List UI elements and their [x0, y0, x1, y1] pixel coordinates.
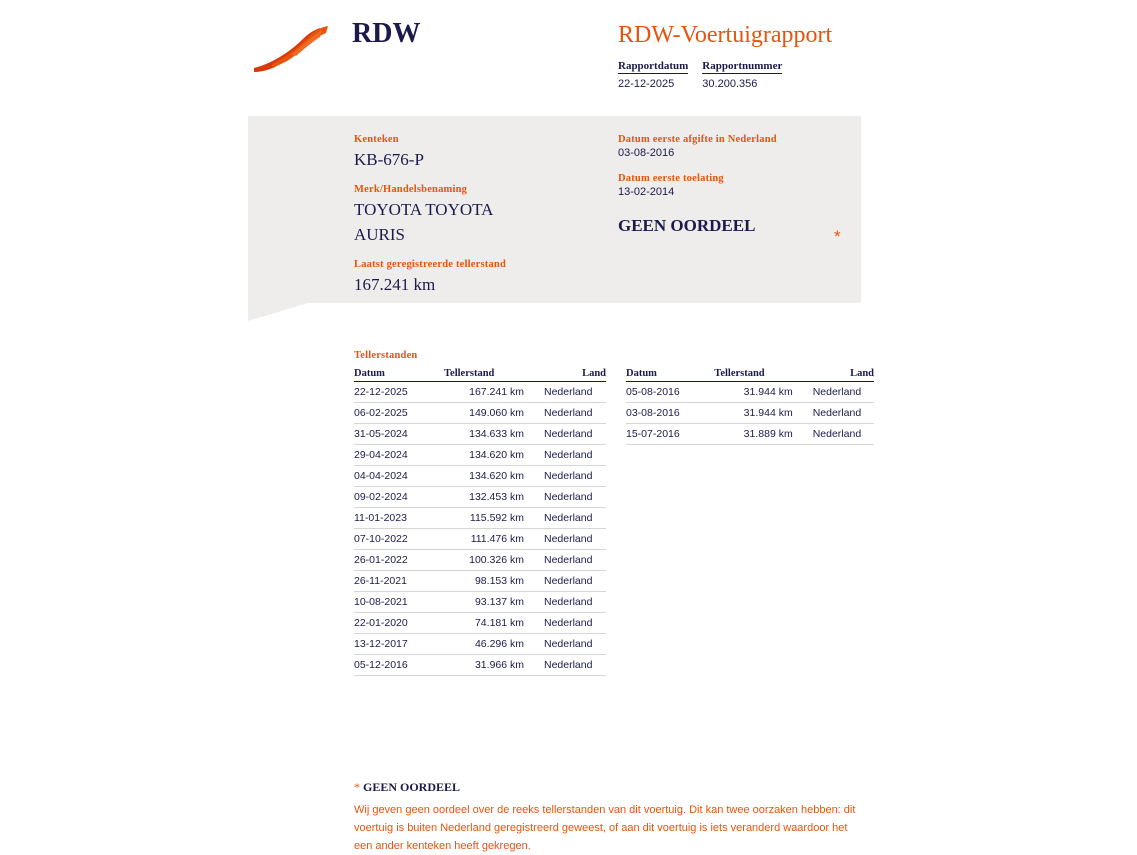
cell-date: 11-01-2023 — [354, 508, 440, 529]
table-row — [626, 424, 874, 445]
field-tellerstand-label: Laatst geregistreerde tellerstand — [354, 259, 507, 270]
meta-report-date — [618, 60, 688, 90]
cell-country: Nederland — [797, 424, 874, 445]
rdw-swoosh-logo-icon — [248, 20, 338, 80]
field-kenteken-value: KB-676-P — [354, 150, 424, 169]
field-eerste-afgifte — [618, 134, 848, 159]
cell-date: 26-11-2021 — [354, 571, 440, 592]
cell-date: 03-08-2016 — [626, 403, 710, 424]
cell-date: 26-01-2022 — [354, 550, 440, 571]
cell-date: 04-04-2024 — [354, 466, 440, 487]
cell-country: Nederland — [528, 655, 606, 676]
col-date: Datum — [626, 368, 710, 382]
meta-report-date-label: Rapportdatum — [618, 60, 689, 72]
table-header-row — [626, 368, 874, 382]
field-tellerstand — [354, 259, 604, 297]
table-row — [354, 655, 606, 676]
table-header-row — [354, 368, 606, 382]
table-row — [354, 550, 606, 571]
cell-reading: 100.326 km — [440, 550, 528, 571]
cell-country: Nederland — [528, 592, 606, 613]
cell-date: 10-08-2021 — [354, 592, 440, 613]
table-row — [354, 529, 606, 550]
table-row — [354, 424, 606, 445]
table-row — [354, 613, 606, 634]
cell-country: Nederland — [528, 466, 606, 487]
field-eerste-toelating-label: Datum eerste toelating — [618, 173, 724, 184]
field-eerste-afgifte-label: Datum eerste afgifte in Nederland — [618, 134, 777, 145]
cell-reading: 149.060 km — [440, 403, 528, 424]
field-eerste-toelating — [618, 173, 848, 198]
cell-reading: 134.633 km — [440, 424, 528, 445]
cell-date: 13-12-2017 — [354, 634, 440, 655]
cell-date: 09-02-2024 — [354, 487, 440, 508]
footnote-marker: * — [354, 780, 360, 794]
cell-reading: 74.181 km — [440, 613, 528, 634]
summary-left-column — [354, 134, 604, 309]
meta-report-number-value: 30.200.356 — [702, 78, 758, 90]
field-kenteken — [354, 134, 604, 172]
table-row — [354, 571, 606, 592]
cell-country: Nederland — [797, 403, 874, 424]
cell-country: Nederland — [528, 403, 606, 424]
cell-reading: 31.966 km — [440, 655, 528, 676]
col-reading: Tellerstand — [440, 368, 528, 382]
brand-title: RDW — [352, 18, 421, 49]
table-row — [354, 634, 606, 655]
odometer-heading: Tellerstanden — [354, 350, 418, 361]
cell-country: Nederland — [528, 445, 606, 466]
table-row — [354, 508, 606, 529]
cell-reading: 167.241 km — [440, 382, 528, 403]
meta-report-number-label: Rapportnummer — [702, 60, 783, 72]
cell-date: 22-01-2020 — [354, 613, 440, 634]
col-date: Datum — [354, 368, 440, 382]
field-merk-value: TOYOTA TOYOTA AURIS — [354, 200, 493, 244]
cell-reading: 132.453 km — [440, 487, 528, 508]
report-header — [248, 8, 888, 108]
cell-reading: 93.137 km — [440, 592, 528, 613]
cell-country: Nederland — [528, 424, 606, 445]
col-country: Land — [797, 368, 874, 382]
cell-country: Nederland — [528, 634, 606, 655]
cell-reading: 31.944 km — [710, 382, 796, 403]
meta-report-date-value: 22-12-2025 — [618, 78, 675, 90]
cell-country: Nederland — [528, 571, 606, 592]
cell-date: 31-05-2024 — [354, 424, 440, 445]
table-row — [354, 487, 606, 508]
verdict-footnote-marker: * — [834, 227, 841, 246]
page-title: RDW-Voertuigrapport — [618, 22, 833, 48]
field-tellerstand-value: 167.241 km — [354, 275, 436, 294]
cell-date: 07-10-2022 — [354, 529, 440, 550]
cell-country: Nederland — [797, 382, 874, 403]
cell-date: 06-02-2025 — [354, 403, 440, 424]
cell-date: 15-07-2016 — [626, 424, 710, 445]
odometer-table-left — [354, 368, 606, 676]
cell-reading: 31.944 km — [710, 403, 796, 424]
footnote-section — [354, 780, 866, 855]
cell-country: Nederland — [528, 508, 606, 529]
footnote-title-text: GEEN OORDEEL — [363, 780, 461, 794]
cell-reading: 98.153 km — [440, 571, 528, 592]
field-merk-label: Merk/Handelsbenaming — [354, 184, 468, 195]
table-row — [354, 382, 606, 403]
cell-country: Nederland — [528, 487, 606, 508]
cell-country: Nederland — [528, 613, 606, 634]
table-row — [354, 466, 606, 487]
vehicle-summary-panel — [248, 116, 861, 303]
cell-reading: 31.889 km — [710, 424, 796, 445]
cell-country: Nederland — [528, 529, 606, 550]
panel-notch — [248, 303, 308, 321]
table-row — [354, 403, 606, 424]
summary-right-column — [618, 134, 848, 236]
cell-reading: 115.592 km — [440, 508, 528, 529]
odometer-table-right — [626, 368, 874, 445]
table-row — [626, 382, 874, 403]
report-meta — [618, 60, 782, 90]
verdict-label: GEEN OORDEEL — [618, 216, 756, 235]
cell-date: 22-12-2025 — [354, 382, 440, 403]
cell-reading: 134.620 km — [440, 445, 528, 466]
field-eerste-toelating-value: 13-02-2014 — [618, 186, 675, 198]
cell-date: 05-12-2016 — [354, 655, 440, 676]
table-row — [626, 403, 874, 424]
cell-country: Nederland — [528, 382, 606, 403]
footnote-body: Wij geven geen oordeel over de reeks tellerstanden van dit voertuig. Dit kan twee oorzaken hebben: dit voertuig is buiten Nederland geregistreerd geweest, of aan dit voertuig is iets veranderd waardoor het een ander kenteken heeft gekregen. — [354, 804, 856, 852]
field-kenteken-label: Kenteken — [354, 134, 399, 145]
table-row — [354, 445, 606, 466]
field-eerste-afgifte-value: 03-08-2016 — [618, 147, 675, 159]
col-reading: Tellerstand — [710, 368, 796, 382]
cell-reading: 46.296 km — [440, 634, 528, 655]
footnote-title — [354, 780, 866, 795]
cell-reading: 134.620 km — [440, 466, 528, 487]
cell-date: 29-04-2024 — [354, 445, 440, 466]
col-country: Land — [528, 368, 606, 382]
cell-date: 05-08-2016 — [626, 382, 710, 403]
cell-country: Nederland — [528, 550, 606, 571]
cell-reading: 111.476 km — [440, 529, 528, 550]
field-merk — [354, 184, 604, 247]
table-row — [354, 592, 606, 613]
meta-report-number — [702, 60, 782, 90]
